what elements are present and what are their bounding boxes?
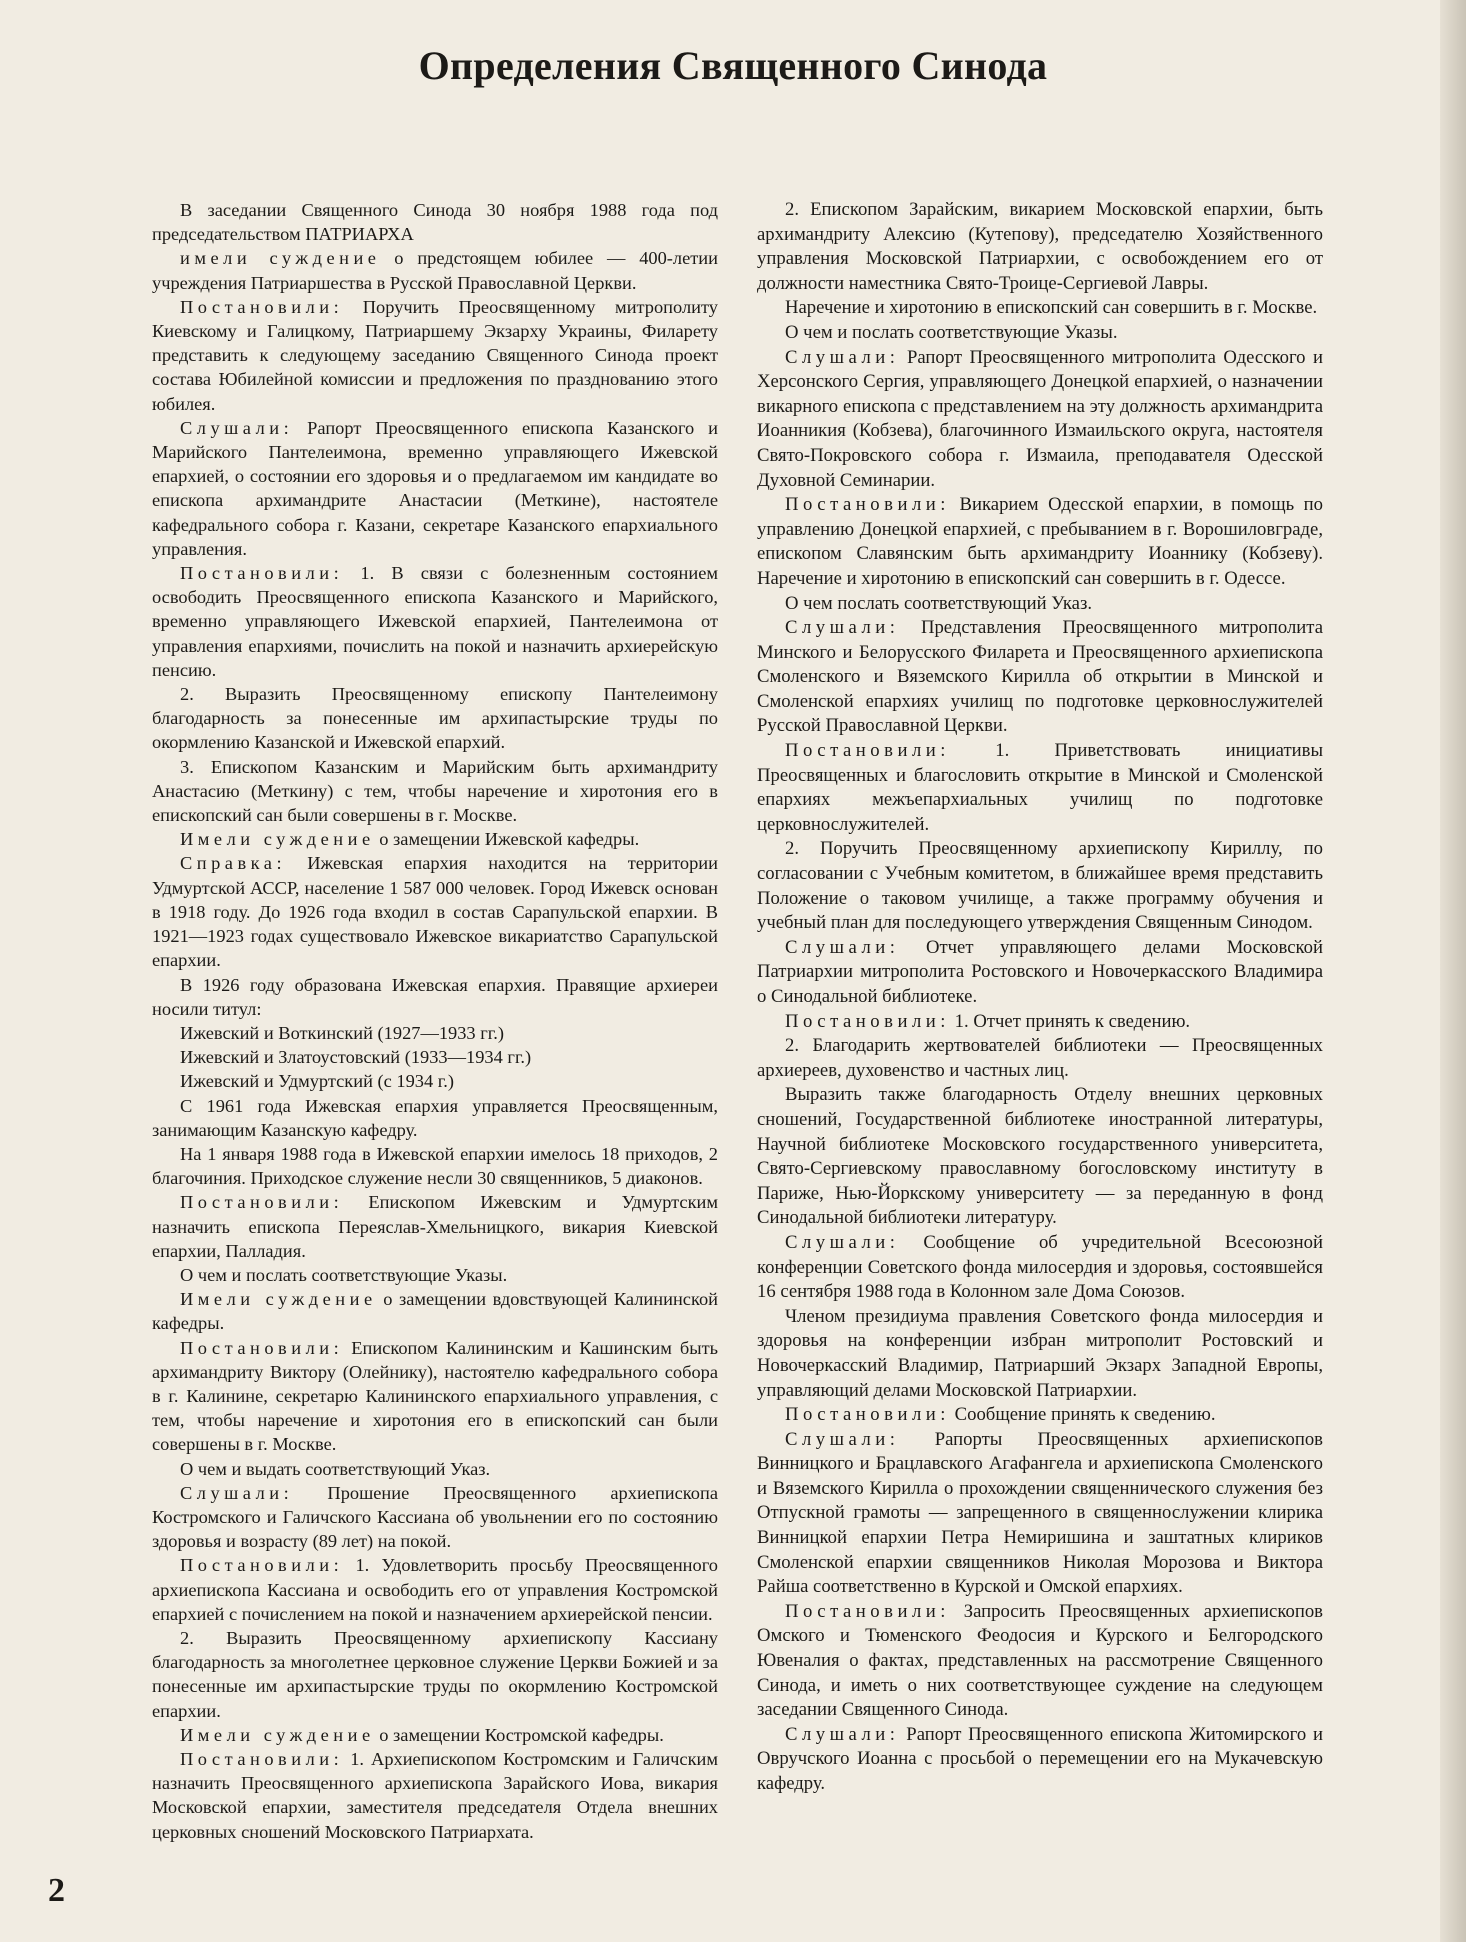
- paragraph-lead: имели суждение: [180, 248, 381, 269]
- paragraph: [152, 246, 718, 294]
- paragraph: [152, 1457, 718, 1481]
- paragraph-text: Рапорт Преосвященного митрополита Одесского и Херсонского Сергия, управляющего Донецкой епархией, о назначении викарного епископа с представлением на эту должность архимандрита Иоанникия (Кобзева), благочинного Измаильского округа, настоятеля Свято-Покровского собора г. Измаила, преподавателя Одесской Духовной Семинарии.: [757, 346, 1323, 491]
- paragraph: [152, 1069, 718, 1093]
- paragraph-text: Сообщение об учредительной Всесоюзной конференции Советского фонда милосердия и здоровья, состоявшейся 16 сентября 1988 года в Колонном зале Дома Союзов.: [757, 1231, 1323, 1303]
- paragraph-text: 1. Архиепископом Костромским и Галичским назначить Преосвященного архиепископа Зарайского Иова, викария Московской епархии, заместителя председателя Отдела внешних церковных сношений Московского Патриархата.: [152, 1749, 718, 1842]
- paragraph: [152, 1190, 718, 1263]
- paragraph-lead: Постановили:: [785, 1600, 950, 1622]
- paragraph-text: 2. Епископом Зарайским, викарием Московской епархии, быть архимандриту Алексию (Кутепову), председателю Хозяйственного управления Московской Патриархии, с освобождением его от должности наместника Свято-Троице-Сергиевой Лавры.: [757, 199, 1323, 294]
- paragraph-text: Епископом Ижевским и Удмуртским назначить епископа Переяслав-Хмельницкого, викария Киевской епархии, Палладия.: [152, 1192, 718, 1261]
- paragraph-text: 2. Поручить Преосвященному архиепископу Кириллу, по согласовании с Учебным комитетом, в ближайшее время представить Положение о таковом училище, а также программу обучения и учебный план для последующего утверждения Священным Синодом.: [757, 838, 1323, 934]
- paragraph-text: 3. Епископом Казанским и Марийским быть архимандриту Анастасию (Меткину) с тем, чтобы наречение и хиротония его в епископский сан были совершены в г. Москве.: [152, 756, 718, 826]
- paragraph: [757, 1231, 1323, 1305]
- paragraph: [757, 1083, 1323, 1231]
- paragraph-text: Рапорты Преосвященных архиепископов Винницкого и Брацлавского Агафангела и архиепископа Смоленского и Вяземского Кирилла о прохождении священнического служения без Отпускной грамоты — запрещенного в священнослужении клирика Винницкой епархии Петра Немиришина и заштатных клириков Смоленской епархии священников Николая Морозова и Виктора Райша соответственно в Курской и Омской епархиях.: [757, 1428, 1323, 1598]
- paragraph-text: Прошение Преосвященного архиепископа Костромского и Галичского Кассиана об увольнении его по состоянию здоровья и возрасту (89 лет) на покой.: [152, 1482, 718, 1552]
- paragraph-lead: Постановили:: [785, 1404, 950, 1426]
- paragraph-lead: Слушали:: [785, 1723, 900, 1745]
- paragraph: [152, 1481, 718, 1554]
- paragraph: [152, 1287, 718, 1335]
- paragraph-text: О чем и послать соответствующие Указы.: [180, 1264, 508, 1285]
- paragraph-text: Ижевский и Златоустовский (1933—1934 гг.): [180, 1047, 532, 1068]
- paragraph-lead: Постановили:: [180, 1555, 344, 1576]
- paragraph: [152, 1747, 718, 1844]
- paragraph-text: В 1926 году образована Ижевская епархия. Правящие архиереи носили титул:: [152, 974, 718, 1019]
- paragraph-text: Рапорт Преосвященного епископа Житомирского и Овручского Иоанна с просьбой о перемещении его на Мукачевскую кафедру.: [757, 1723, 1323, 1794]
- paragraph-text: 1. Удовлетворить просьбу Преосвященного архиепископа Кассиана и освободить его от управления Костромской епархией с почислением на покой и назначением архиерейской пенсии.: [152, 1555, 718, 1624]
- paragraph: [757, 1010, 1323, 1035]
- paragraph-lead: Слушали:: [785, 1428, 900, 1450]
- paragraph-lead: Слушали:: [785, 346, 900, 368]
- paragraph-text: О чем послать соответствующий Указ.: [785, 592, 1093, 614]
- paragraph: [152, 1336, 718, 1457]
- paragraph-text: В заседании Священного Синода 30 ноября 1988 года под председательством ПАТРИАРХА: [152, 200, 718, 245]
- paragraph: [152, 1263, 718, 1287]
- paragraph: [152, 851, 718, 972]
- paragraph: [757, 739, 1323, 837]
- paragraph-text: о замещении Костромской кафедры.: [374, 1724, 664, 1745]
- right-column: [757, 198, 1323, 1797]
- paragraph: [152, 1142, 718, 1190]
- paragraph-text: Представления Преосвященного митрополита Минского и Белорусского Филарета и Преосвященного архиепископа Смоленского и Вяземского Кирилла об открытии в Минской и Смоленской епархиях училищ по подготовке церковнослужителей Русской Православной Церкви.: [757, 617, 1323, 737]
- page-number: 2: [48, 1872, 65, 1909]
- paragraph-lead: Слушали:: [180, 417, 294, 438]
- paragraph-text: О чем и послать соответствующие Указы.: [785, 321, 1118, 343]
- paragraph-text: о замещении Ижевской кафедры.: [374, 829, 640, 850]
- paragraph-text: 1. В связи с болезненным состоянием освободить Преосвященного епископа Казанского и Марийского, временно управляющего Ижевской епархией, Пантелеимона от управления епархиями, почислить на покой и назначить архиерейскую пенсию.: [152, 563, 718, 680]
- paragraph-lead: Слушали:: [785, 617, 900, 639]
- paragraph-lead: Постановили:: [180, 1749, 344, 1769]
- paragraph-text: Рапорт Преосвященного епископа Казанского и Марийского Пантелеимона, временно управляющего Ижевской епархией, о состоянии его здоровья и о предлагаемом им кандидате во епископа архимандрите Анастасии (Меткине), настоятеле кафедрального собора г. Казани, секретаре Казанского епархиального управления.: [152, 417, 718, 559]
- paragraph: [152, 755, 718, 828]
- paragraph: [757, 1305, 1323, 1403]
- paragraph-text: О чем и выдать соответствующий Указ.: [180, 1458, 491, 1479]
- paragraph: [757, 1600, 1323, 1723]
- paragraph-text: Запросить Преосвященных архиепископов Омского и Тюменского Феодосия и Курского и Белгородского Ювеналия о фактах, представленных на рассмотрение Священного Синода, и иметь о них соответствующее суждение на следующем заседании Священного Синода.: [757, 1600, 1323, 1721]
- paragraph: [152, 416, 718, 561]
- paragraph: [757, 1034, 1323, 1083]
- paragraph-text: 2. Благодарить жертвователей библиотеки — Преосвященных архиереев, духовенство и частных лиц.: [757, 1035, 1323, 1081]
- paragraph: [757, 493, 1323, 591]
- paragraph: [757, 198, 1323, 296]
- paragraph-text: С 1961 года Ижевская епархия управляется Преосвященным, занимающим Казанскую кафедру.: [152, 1095, 718, 1140]
- paragraph-text: Отчет управляющего делами Московской Патриархии митрополита Ростовского и Новочеркасского Владимира о Синодальной библиотеке.: [757, 936, 1323, 1007]
- paragraph: [152, 973, 718, 1021]
- paragraph: [757, 936, 1323, 1010]
- paragraph-lead: Имели суждение: [180, 1289, 377, 1310]
- paragraph: [757, 616, 1323, 739]
- paragraph: [152, 561, 718, 682]
- paragraph-lead: Постановили:: [180, 563, 344, 584]
- paragraph-lead: Имели суждение: [180, 1724, 375, 1745]
- paragraph: [152, 827, 718, 851]
- paragraph-text: 2. Выразить Преосвященному архиепископу Кассиану благодарность за многолетнее церковное служение Церкви Божией и за понесенные им архипастырские труды по окормлению Костромской епархии.: [152, 1627, 718, 1721]
- paragraph-lead: Слушали:: [785, 936, 900, 958]
- paragraph: [757, 837, 1323, 935]
- paragraph-text: На 1 января 1988 года в Ижевской епархии имелось 18 приходов, 2 благочиния. Приходское служение несли 30 священников, 5 диаконов.: [152, 1143, 718, 1189]
- paragraph-lead: Постановили:: [785, 740, 950, 762]
- paragraph-text: о замещении вдовствующей Калининской кафедры.: [152, 1289, 718, 1334]
- paragraph-text: о предстоящем юбилее — 400-летии учреждения Патриаршества в Русской Православной Церкви.: [152, 248, 718, 293]
- paragraph: [152, 1021, 718, 1045]
- paragraph-text: 2. Выразить Преосвященному епископу Пантелеимону благодарность за понесенные им архипастырские труды по окормлению Казанской и Ижевской епархий.: [152, 684, 718, 753]
- paragraph-text: Ижевский и Воткинский (1927—1933 гг.): [180, 1022, 504, 1043]
- paragraph-text: Епископом Калининским и Кашинским быть архимандриту Виктору (Олейнику), настоятелю кафедрального собора в г. Калинине, секретарю Калининского епархиального управления, с тем, чтобы наречение и хиротония его в епископский сан были совершены в г. Москве.: [152, 1337, 718, 1455]
- paragraph: [152, 682, 718, 755]
- paragraph: [757, 321, 1323, 346]
- paragraph-text: Викарием Одесской епархии, в помощь по управлению Донецкой епархией, с пребыванием в г. Ворошиловграде, епископом Славянским быть архимандриту Иоаннику (Кобзеву). Наречение и хиротонию в епископский сан совершить в г. Одессе.: [757, 494, 1323, 589]
- paragraph: [152, 1723, 718, 1747]
- paragraph: [757, 1428, 1323, 1600]
- page-title: Определения Священного Синода: [418, 43, 1048, 88]
- paragraph-text: Членом президиума правления Советского фонда милосердия и здоровья на конференции избран митрополит Ростовский и Новочеркасский Владимир, Патриарший Экзарх Западной Европы, управляющий делами Московской Патриархии.: [757, 1305, 1323, 1401]
- paragraph: [757, 296, 1323, 321]
- paragraph-text: Поручить Преосвященному митрополиту Киевскому и Галицкому, Патриаршему Экзарху Украины, Филарету представить к следующему заседанию Священного Синода проект состава Юбилейной комиссии и предложения по празднованию этого юбилея.: [152, 296, 718, 414]
- paragraph-text: Сообщение принять к сведению.: [949, 1404, 1216, 1426]
- page-edge-shadow: [1440, 0, 1466, 1942]
- paragraph: [757, 1403, 1323, 1428]
- paragraph: [757, 1723, 1323, 1797]
- paragraph-lead: Постановили:: [180, 1337, 344, 1358]
- paragraph: [152, 295, 718, 416]
- paragraph-text: 1. Отчет принять к сведению.: [949, 1010, 1191, 1032]
- paragraph-lead: Постановили:: [785, 494, 950, 516]
- paragraph-lead: Постановили:: [180, 1192, 344, 1213]
- left-column: [152, 198, 718, 1844]
- paragraph: [152, 1553, 718, 1626]
- paragraph-lead: Справка:: [180, 853, 287, 874]
- paragraph: [152, 1045, 718, 1069]
- paragraph-text: Ижевская епархия находится на территории Удмуртской АССР, население 1 587 000 человек. Город Ижевск основан в 1918 году. До 1926 года входил в состав Сарапульской епархии. В 1921—1923 годах существовало Ижевское викариатство Сарапульской епархии.: [152, 853, 718, 971]
- paragraph-lead: Слушали:: [785, 1231, 900, 1253]
- paragraph: [152, 1094, 718, 1142]
- paragraph-text: Ижевский и Удмуртский (с 1934 г.): [180, 1071, 454, 1092]
- paragraph: [152, 198, 718, 246]
- paragraph-lead: Постановили:: [180, 296, 344, 317]
- paragraph: [757, 592, 1323, 617]
- paragraph-lead: Имели суждение: [180, 829, 375, 850]
- paragraph: [757, 346, 1323, 494]
- paragraph: [152, 1626, 718, 1723]
- paragraph-text: 1. Приветствовать инициативы Преосвященных и благословить открытие в Минской и Смоленской епархиях межъепархиальных училищ по подготовке церковнослужителей.: [757, 740, 1323, 835]
- paragraph-text: Наречение и хиротонию в епископский сан совершить в г. Москве.: [785, 297, 1318, 319]
- paragraph-text: Выразить также благодарность Отделу внешних церковных сношений, Государственной библиотеке иностранной литературы, Научной библиотеке Московского государственного университета, Свято-Сергиевскому православному богословскому институту в Париже, Нью-Йоркскому университету — за переданную в фонд Синодальной библиотеки литературу.: [757, 1084, 1323, 1229]
- paragraph-lead: Слушали:: [180, 1482, 294, 1503]
- paragraph-lead: Постановили:: [785, 1010, 950, 1032]
